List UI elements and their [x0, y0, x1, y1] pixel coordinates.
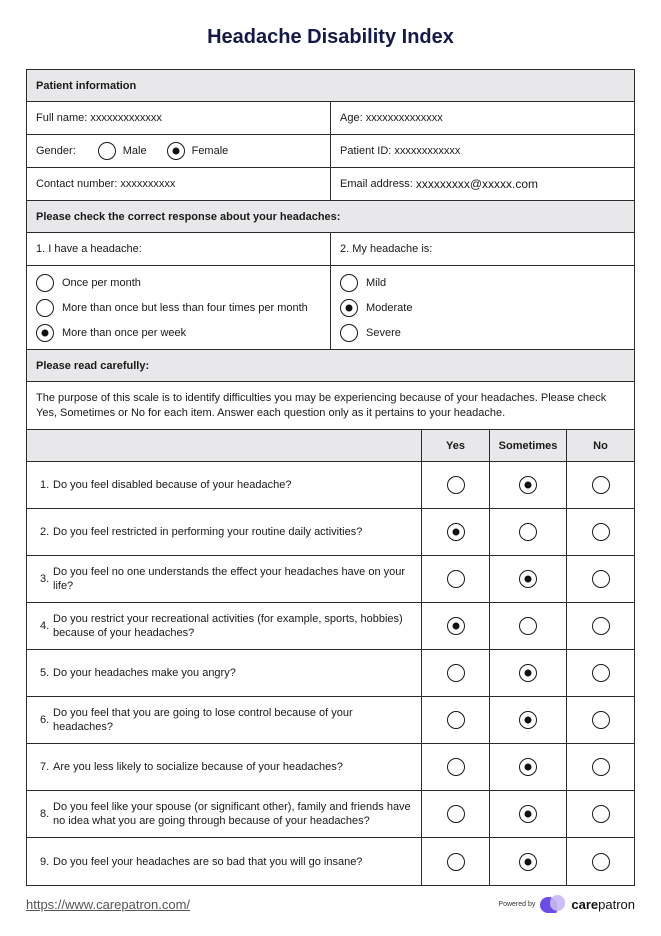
question-col-header — [27, 430, 422, 461]
patient-info-header: Patient information — [27, 70, 634, 102]
radio-icon[interactable] — [340, 324, 358, 342]
email-label: Email address: — [340, 178, 413, 190]
radio-icon[interactable] — [447, 805, 465, 823]
radio-icon[interactable] — [447, 664, 465, 682]
question-label: Do you feel no one understands the effect your headaches have on your life? — [53, 566, 406, 592]
radio-icon[interactable] — [447, 758, 465, 776]
question-text — [27, 838, 422, 885]
email-field[interactable] — [331, 168, 634, 200]
q2-label: 2. My headache is: — [340, 243, 433, 255]
question-label: Do you feel disabled because of your headache? — [53, 479, 292, 491]
full-name-label: Full name: — [36, 112, 88, 124]
answer-cell-yes — [422, 791, 490, 837]
age-field[interactable] — [331, 102, 634, 134]
contact-label: Contact number: — [36, 178, 118, 190]
question-text — [27, 509, 422, 555]
radio-icon[interactable] — [592, 617, 610, 635]
question-number: 1. — [40, 479, 50, 491]
question-row — [27, 838, 634, 885]
radio-checked-icon[interactable] — [519, 664, 537, 682]
patient-id-value: xxxxxxxxxxxx — [394, 145, 461, 157]
answer-cell-no — [567, 744, 634, 790]
radio-icon[interactable] — [447, 711, 465, 729]
question-number: 6. — [40, 714, 50, 726]
question-label: Do you feel restricted in performing your routine daily activities? — [53, 526, 363, 538]
frequency-option[interactable] — [36, 299, 330, 317]
name-age-row — [27, 102, 634, 135]
answer-cell-yes — [422, 603, 490, 649]
answer-cell-yes — [422, 556, 490, 602]
question-text — [27, 650, 422, 696]
gender-option-female[interactable] — [167, 142, 229, 160]
question-number: 9. — [40, 855, 50, 868]
instructions-header: Please read carefully: — [27, 350, 634, 382]
headache-disability-form — [26, 69, 635, 886]
option-label: Once per month — [62, 276, 141, 289]
radio-icon[interactable] — [36, 274, 54, 292]
answer-cell-yes — [422, 744, 490, 790]
gender-female-label: Female — [191, 145, 229, 157]
radio-icon[interactable] — [340, 274, 358, 292]
contact-field[interactable] — [27, 168, 331, 200]
question-label: Do you feel that you are going to lose control because of your headaches? — [53, 707, 353, 733]
questionnaire-rows — [27, 462, 634, 885]
radio-icon[interactable] — [592, 476, 610, 494]
full-name-value: xxxxxxxxxxxxx — [90, 112, 162, 124]
full-name-field[interactable] — [27, 102, 331, 134]
answer-cell-no — [567, 650, 634, 696]
headache-questions-row — [27, 233, 634, 266]
severity-option[interactable] — [340, 299, 634, 317]
answer-cell-yes — [422, 650, 490, 696]
option-label: Moderate — [366, 301, 413, 314]
answer-cell-no — [567, 603, 634, 649]
question-row — [27, 744, 634, 791]
question-number: 2. — [40, 526, 50, 538]
frequency-option[interactable] — [36, 324, 330, 342]
answer-cell-yes — [422, 697, 490, 743]
radio-icon[interactable] — [519, 523, 537, 541]
answer-cell-no — [567, 838, 634, 885]
question-row — [27, 509, 634, 556]
question-row — [27, 650, 634, 697]
radio-icon[interactable] — [592, 664, 610, 682]
contact-value: xxxxxxxxxx — [120, 178, 176, 190]
patient-id-field[interactable] — [331, 135, 634, 167]
question-number: 5. — [40, 667, 50, 679]
answer-cell-sometimes — [490, 556, 567, 602]
radio-icon[interactable] — [447, 570, 465, 588]
radio-checked-icon[interactable] — [519, 711, 537, 729]
brand-name: carepatron — [571, 896, 635, 912]
question-label: Do you feel your headaches are so bad that you will go insane? — [53, 855, 363, 868]
answer-cell-no — [567, 462, 634, 508]
email-value: xxxxxxxxx@xxxxx.com — [415, 177, 539, 191]
answer-cell-yes — [422, 462, 490, 508]
radio-icon[interactable] — [592, 805, 610, 823]
answer-cell-sometimes — [490, 462, 567, 508]
severity-options — [331, 266, 634, 349]
age-value: xxxxxxxxxxxxxx — [365, 112, 443, 124]
gender-male-label: Male — [122, 145, 147, 157]
question-label: Do you feel like your spouse (or significant other), family and friends have no idea what you are going through because of your headaches? — [53, 801, 411, 827]
question-label: Do you restrict your recreational activities (for example, sports, hobbies) because of your headaches? — [53, 613, 403, 639]
question-number: 3. — [40, 573, 50, 585]
radio-checked-icon[interactable] — [340, 299, 358, 317]
frequency-option[interactable] — [36, 274, 330, 292]
headache-options-row — [27, 266, 634, 350]
question-number: 7. — [40, 761, 50, 773]
radio-icon[interactable] — [592, 853, 610, 871]
option-label: Severe — [366, 326, 401, 339]
questionnaire-header — [27, 430, 634, 462]
q1-label: 1. I have a headache: — [27, 233, 331, 265]
answer-cell-sometimes — [490, 744, 567, 790]
radio-checked-icon[interactable] — [519, 476, 537, 494]
question-number: 4. — [40, 620, 50, 632]
col-yes: Yes — [422, 430, 490, 461]
col-no: No — [593, 439, 608, 452]
gender-label: Gender: — [36, 145, 76, 157]
contact-email-row — [27, 168, 634, 201]
col-sometimes: Sometimes — [490, 430, 567, 461]
question-row — [27, 462, 634, 509]
question-text — [27, 603, 422, 649]
carepatron-logo-icon — [540, 895, 566, 913]
age-label: Age: — [340, 112, 363, 124]
question-text — [27, 744, 422, 790]
radio-icon[interactable] — [98, 142, 116, 160]
question-text — [27, 791, 422, 837]
question-text — [27, 556, 422, 602]
radio-icon[interactable] — [447, 476, 465, 494]
gender-id-row — [27, 135, 634, 168]
answer-cell-sometimes — [490, 697, 567, 743]
question-label: Are you less likely to socialize because of your headaches? — [53, 761, 343, 773]
answer-cell-no — [567, 509, 634, 555]
carepatron-link[interactable]: https://www.carepatron.com/ — [26, 897, 191, 912]
radio-checked-icon[interactable] — [519, 758, 537, 776]
option-label: More than once but less than four times per month — [62, 301, 308, 314]
question-text — [27, 697, 422, 743]
answer-cell-sometimes — [490, 791, 567, 837]
question-label: Do your headaches make you angry? — [53, 667, 236, 679]
question-text — [27, 462, 422, 508]
powered-by-text: Powered by — [498, 900, 536, 908]
radio-checked-icon[interactable] — [519, 570, 537, 588]
radio-checked-icon[interactable] — [167, 142, 185, 160]
severity-option[interactable] — [340, 324, 634, 342]
answer-cell-sometimes — [490, 603, 567, 649]
answer-cell-yes — [422, 509, 490, 555]
radio-icon[interactable] — [592, 711, 610, 729]
page-title: Headache Disability Index — [207, 26, 454, 48]
powered-by-badge[interactable] — [498, 895, 635, 913]
question-row — [27, 556, 634, 603]
answer-cell-no — [567, 556, 634, 602]
question-number: 8. — [40, 808, 50, 820]
headache-check-header: Please check the correct response about your headaches: — [27, 201, 634, 233]
radio-checked-icon[interactable] — [519, 805, 537, 823]
answer-cell-no — [567, 791, 634, 837]
instructions-text: The purpose of this scale is to identify difficulties you may be experiencing because of your headaches. Please check Yes, Sometimes or No for each item. Answer each question only as it pertains to your headache. — [27, 382, 634, 430]
option-label: Mild — [366, 276, 387, 289]
radio-icon[interactable] — [592, 523, 610, 541]
answer-cell-sometimes — [490, 650, 567, 696]
radio-icon[interactable] — [447, 853, 465, 871]
radio-checked-icon[interactable] — [447, 617, 465, 635]
question-row — [27, 791, 634, 838]
gender-option-male[interactable] — [98, 142, 147, 160]
answer-cell-sometimes — [490, 838, 567, 885]
option-label: More than once per week — [62, 326, 187, 339]
radio-checked-icon[interactable] — [447, 523, 465, 541]
answer-cell-sometimes — [490, 509, 567, 555]
answer-cell-yes — [422, 838, 490, 885]
radio-icon[interactable] — [519, 617, 537, 635]
radio-checked-icon[interactable] — [519, 853, 537, 871]
severity-option[interactable] — [340, 274, 634, 292]
radio-checked-icon[interactable] — [36, 324, 54, 342]
question-row — [27, 697, 634, 744]
answer-cell-no — [567, 697, 634, 743]
radio-icon[interactable] — [36, 299, 54, 317]
gender-field — [27, 135, 331, 167]
radio-icon[interactable] — [592, 758, 610, 776]
patient-id-label: Patient ID: — [340, 145, 392, 157]
question-row — [27, 603, 634, 650]
frequency-options — [27, 266, 331, 349]
radio-icon[interactable] — [592, 570, 610, 588]
